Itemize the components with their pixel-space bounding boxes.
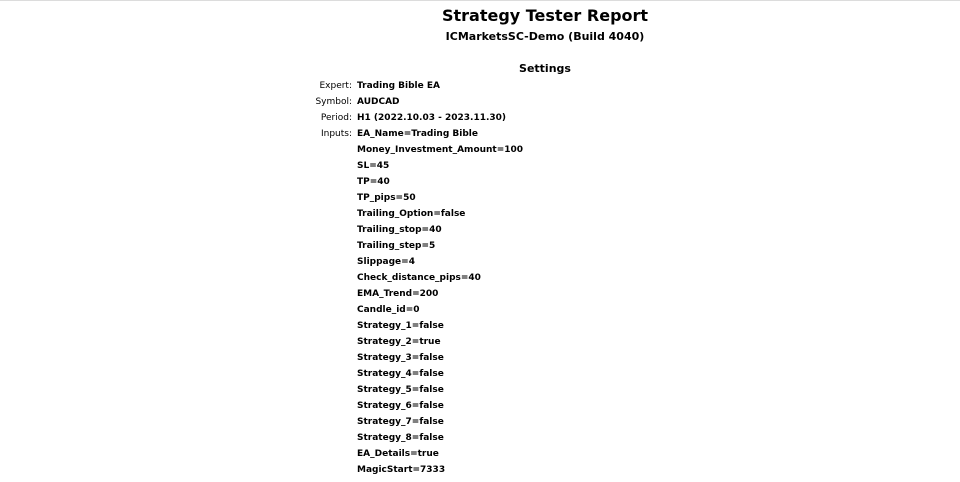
inputs-label-spacer (300, 286, 357, 302)
inputs-label-spacer (300, 190, 357, 206)
settings-row-input (300, 174, 523, 190)
input-parameter-value: Strategy_5=false (357, 385, 444, 395)
settings-row-input (300, 270, 523, 286)
settings-row-input (300, 302, 523, 318)
inputs-label-spacer (300, 318, 357, 334)
inputs-label-spacer (300, 238, 357, 254)
settings-heading: Settings (519, 62, 571, 75)
settings-row-period (300, 110, 523, 126)
input-parameter-value: Strategy_6=false (357, 401, 444, 411)
period-value: H1 (2022.10.03 - 2023.11.30) (357, 113, 507, 123)
settings-row-input (300, 334, 523, 350)
settings-row-input (300, 350, 523, 366)
period-label: Period: (320, 113, 352, 123)
input-parameter-value: SL=45 (357, 161, 390, 171)
settings-row-input (300, 286, 523, 302)
input-parameter-value: Strategy_2=true (357, 337, 441, 347)
input-parameter-value: Strategy_3=false (357, 353, 444, 363)
input-parameter-value: Check_distance_pips=40 (357, 273, 481, 283)
symbol-label: Symbol: (315, 97, 352, 107)
settings-row-expert (300, 78, 523, 94)
settings-row-input (300, 222, 523, 238)
settings-row-input (300, 126, 523, 142)
inputs-label-spacer (300, 158, 357, 174)
input-parameter-value: TP=40 (357, 177, 390, 187)
input-parameter-value: Strategy_8=false (357, 433, 444, 443)
inputs-label-spacer (300, 414, 357, 430)
settings-row-input (300, 414, 523, 430)
settings-row-input (300, 398, 523, 414)
input-parameter-value: Trailing_step=5 (357, 241, 436, 251)
settings-row-input (300, 254, 523, 270)
top-divider (0, 0, 960, 1)
inputs-label-spacer (300, 350, 357, 366)
expert-label: Expert: (319, 81, 352, 91)
settings-row-input (300, 366, 523, 382)
report-subtitle: ICMarketsSC-Demo (Build 4040) (445, 30, 645, 43)
inputs-label-spacer (300, 462, 357, 478)
input-parameter-value: EA_Name=Trading Bible (357, 129, 478, 139)
inputs-label-spacer (300, 366, 357, 382)
settings-row-input (300, 238, 523, 254)
inputs-label-spacer (300, 142, 357, 158)
inputs-label-spacer (300, 398, 357, 414)
inputs-label-spacer (300, 270, 357, 286)
input-parameter-value: Slippage=4 (357, 257, 415, 267)
input-parameter-value: Strategy_1=false (357, 321, 444, 331)
settings-row-input (300, 142, 523, 158)
settings-row-input (300, 446, 523, 462)
inputs-label-spacer (300, 430, 357, 446)
symbol-value: AUDCAD (357, 97, 400, 107)
input-parameter-value: EMA_Trend=200 (357, 289, 439, 299)
input-parameter-value: Money_Investment_Amount=100 (357, 145, 524, 155)
input-parameter-value: MagicStart=7333 (357, 465, 446, 475)
inputs-label-spacer (300, 254, 357, 270)
input-parameter-value: TP_pips=50 (357, 193, 416, 203)
inputs-label-spacer (300, 206, 357, 222)
settings-row-symbol (300, 94, 523, 110)
input-parameter-value: Candle_id=0 (357, 305, 420, 315)
settings-row-input (300, 190, 523, 206)
settings-table-body (300, 78, 523, 478)
inputs-label-spacer (300, 222, 357, 238)
settings-row-input (300, 430, 523, 446)
input-parameter-value: Strategy_7=false (357, 417, 444, 427)
report-title: Strategy Tester Report (441, 6, 649, 25)
settings-row-input (300, 318, 523, 334)
inputs-label-spacer (300, 382, 357, 398)
expert-value: Trading Bible EA (357, 81, 440, 91)
input-parameter-value: EA_Details=true (357, 449, 439, 459)
settings-table (300, 78, 523, 478)
input-parameter-value: Trailing_stop=40 (357, 225, 442, 235)
inputs-label-spacer (300, 446, 357, 462)
settings-row-input (300, 206, 523, 222)
inputs-label-spacer (300, 302, 357, 318)
settings-row-input (300, 462, 523, 478)
settings-row-input (300, 158, 523, 174)
inputs-label-spacer (300, 334, 357, 350)
settings-row-input (300, 382, 523, 398)
input-parameter-value: Trailing_Option=false (357, 209, 466, 219)
inputs-label-spacer (300, 174, 357, 190)
inputs-label: Inputs: (320, 129, 352, 139)
input-parameter-value: Strategy_4=false (357, 369, 444, 379)
